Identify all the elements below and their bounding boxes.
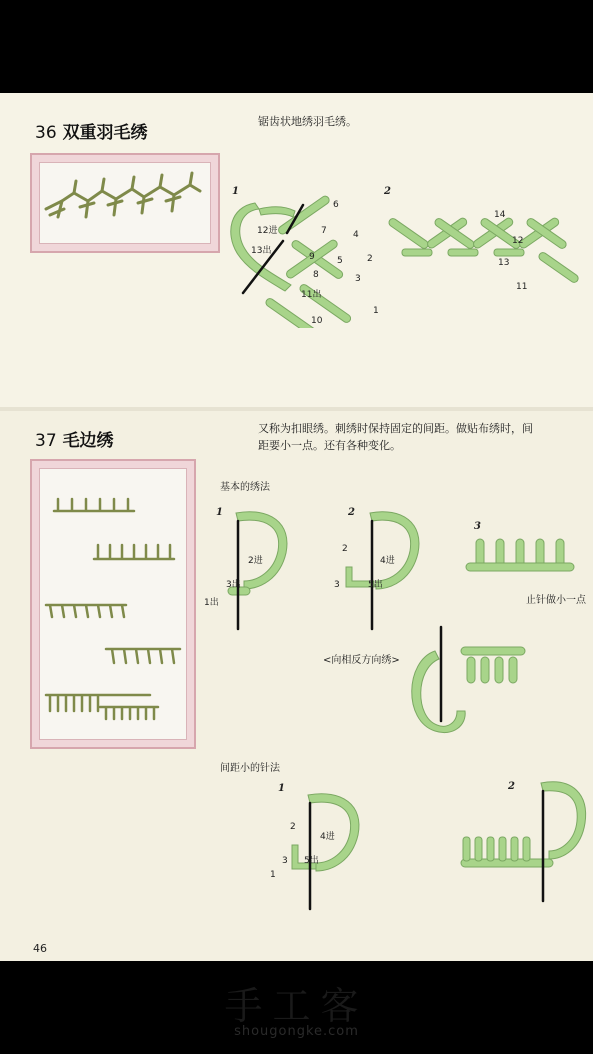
watermark-url: shougongke.com bbox=[234, 1024, 359, 1039]
section-36-step-2-number: 2 bbox=[384, 186, 391, 197]
section-36-heading bbox=[35, 118, 148, 143]
page-number: 46 bbox=[33, 942, 47, 955]
basic-step-1-diagram bbox=[200, 503, 300, 633]
section-36-step-1-diagram bbox=[225, 193, 385, 328]
s36-s2-label-2: 13 bbox=[498, 258, 510, 268]
basic-s2-label-3: 5出 bbox=[368, 580, 383, 590]
section-37-description-line-1: 又称为扣眼绣。刺绣时保持固定的间距。做贴布绣时，间 bbox=[258, 422, 533, 435]
s36-s1-label-8: 8 bbox=[313, 270, 319, 280]
section-37-sample-fabric bbox=[39, 468, 187, 740]
s36-s1-label-2: 7 bbox=[321, 226, 327, 236]
section-37-small-step-2-number: 2 bbox=[508, 781, 515, 792]
small-spacing-step-1-diagram bbox=[268, 783, 378, 913]
s36-s1-label-12: 10 bbox=[311, 316, 323, 326]
section-36-title: 双重羽毛绣 bbox=[62, 123, 148, 143]
section-37-small-step-1-number: 1 bbox=[278, 783, 285, 794]
basic-s1-label-0: 2进 bbox=[248, 556, 263, 566]
s36-s1-label-0: 6 bbox=[333, 200, 339, 210]
section-36-number: 36 bbox=[35, 123, 57, 143]
section-36-sample-fabric bbox=[39, 162, 211, 244]
s36-s1-label-9: 3 bbox=[355, 274, 361, 284]
book-page bbox=[0, 93, 593, 961]
s36-s1-label-1: 12进 bbox=[257, 226, 278, 236]
reverse-direction-title: <向相反方向绣> bbox=[323, 655, 400, 666]
basic-step-3-diagram bbox=[462, 533, 582, 583]
s36-s2-label-1: 12 bbox=[512, 236, 524, 246]
small-spacing-title: 间距小的针法 bbox=[220, 763, 280, 774]
basic-s1-label-2: 1出 bbox=[204, 598, 219, 608]
end-stitch-note: 止针做小一点 bbox=[526, 595, 586, 606]
section-36-step-2-diagram bbox=[382, 203, 592, 303]
small-s1-label-0: 2 bbox=[290, 822, 296, 832]
basic-s2-label-1: 4进 bbox=[380, 556, 395, 566]
s36-s1-label-11: 1 bbox=[373, 306, 379, 316]
blanket-stitch-samples bbox=[40, 469, 186, 739]
section-37-description-line-2: 距要小一点。还有各种变化。 bbox=[258, 439, 401, 452]
s36-s2-label-0: 14 bbox=[494, 210, 506, 220]
double-feather-stitch-sample bbox=[40, 163, 210, 243]
s36-s1-label-6: 5 bbox=[337, 256, 343, 266]
s36-s1-label-10: 11出 bbox=[301, 290, 322, 300]
small-s1-label-2: 3 bbox=[282, 856, 288, 866]
reverse-direction-diagram bbox=[395, 621, 535, 751]
s36-s1-label-3: 4 bbox=[353, 230, 359, 240]
section-36-description: 锯齿状地绣羽毛绣。 bbox=[258, 115, 357, 128]
watermark-logo: 手工客 bbox=[224, 984, 369, 1028]
section-37-number: 37 bbox=[35, 431, 57, 451]
section-36-sample-frame bbox=[30, 153, 220, 253]
basic-method-title: 基本的绣法 bbox=[220, 482, 270, 493]
basic-s2-label-0: 2 bbox=[342, 544, 348, 554]
s36-s1-label-4: 13出 bbox=[251, 246, 272, 256]
section-37-title: 毛边绣 bbox=[62, 431, 114, 451]
basic-step-2-diagram bbox=[330, 503, 430, 633]
s36-s1-label-7: 2 bbox=[367, 254, 373, 264]
section-37-sample-frame bbox=[30, 459, 196, 749]
section-36-step-1-number: 1 bbox=[232, 186, 239, 197]
small-s1-label-3: 5出 bbox=[304, 856, 319, 866]
small-s1-label-1: 4进 bbox=[320, 832, 335, 842]
section-37-basic-step-3-number: 3 bbox=[474, 521, 481, 532]
small-s1-label-4: 1 bbox=[270, 870, 276, 880]
s36-s2-label-3: 11 bbox=[516, 282, 528, 292]
section-37-heading bbox=[35, 426, 114, 451]
section-37-basic-step-1-number: 1 bbox=[216, 507, 223, 518]
basic-s2-label-2: 3 bbox=[334, 580, 340, 590]
s36-s1-label-5: 9 bbox=[309, 252, 315, 262]
basic-s1-label-1: 3出 bbox=[226, 580, 241, 590]
small-spacing-step-2-diagram bbox=[455, 773, 590, 913]
section-37-basic-step-2-number: 2 bbox=[348, 507, 355, 518]
